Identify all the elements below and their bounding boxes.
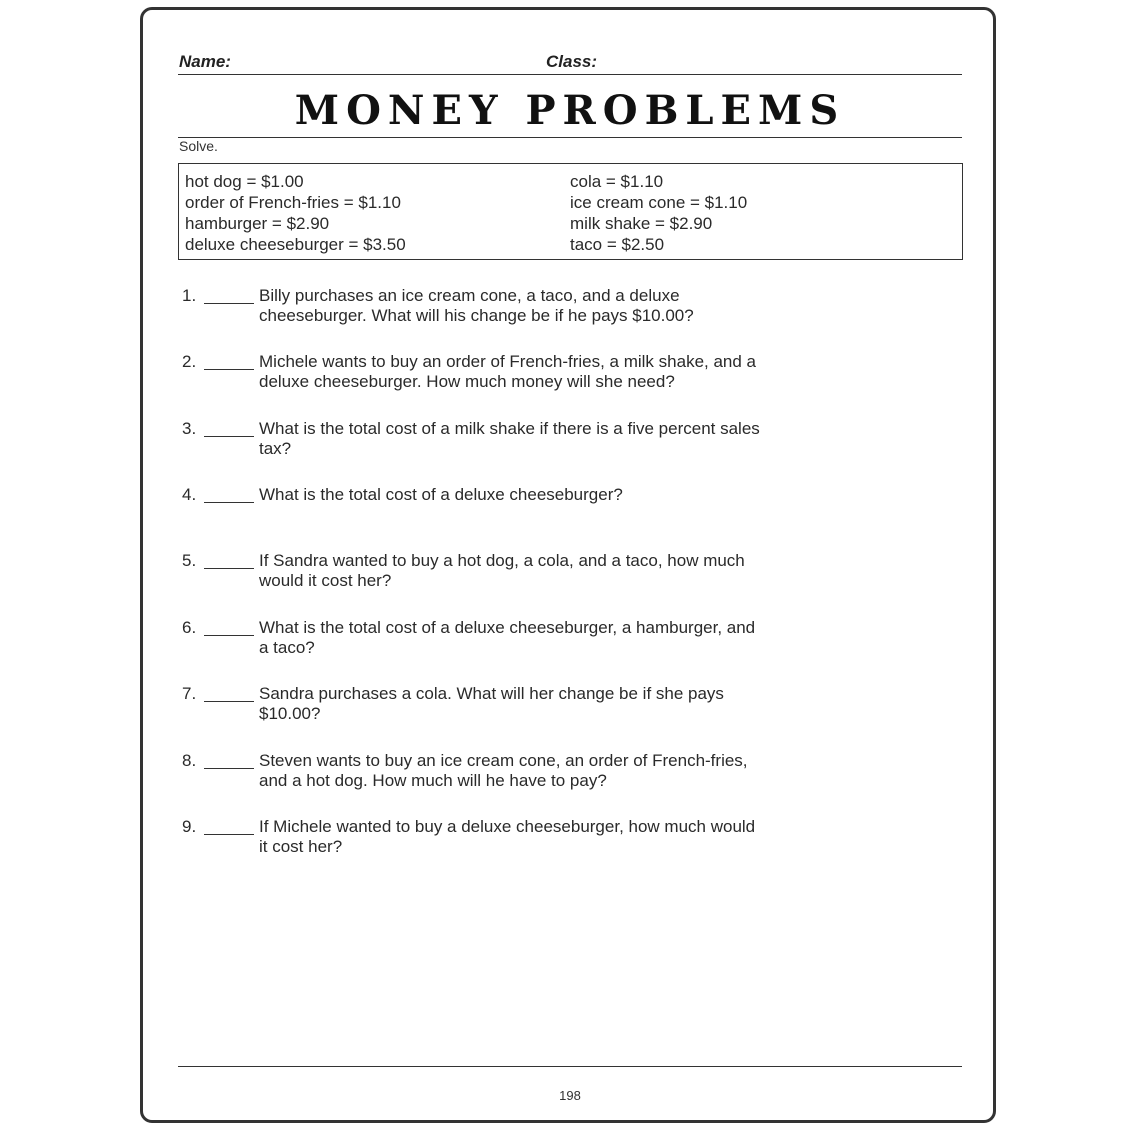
price-item: hot dog = $1.00	[185, 172, 304, 191]
question-text	[259, 419, 784, 459]
question-line: Steven wants to buy an ice cream cone, an order of French-fries,	[259, 751, 748, 770]
question-line: If Sandra wanted to buy a hot dog, a cola, and a taco, how much	[259, 551, 745, 570]
question-number: 6.	[182, 618, 197, 637]
question-line: would it cost her?	[259, 571, 392, 590]
name-label: Name:	[179, 52, 231, 71]
question-number: 7.	[182, 684, 197, 703]
instruction-text: Solve.	[179, 138, 218, 154]
answer-blank[interactable]	[204, 551, 254, 569]
question-number: 3.	[182, 419, 197, 438]
question-line: it cost her?	[259, 837, 343, 856]
answer-blank[interactable]	[204, 817, 254, 835]
question-text	[259, 485, 784, 505]
question-line: and a hot dog. How much will he have to pay?	[259, 771, 607, 790]
price-item: cola = $1.10	[570, 172, 664, 191]
class-label: Class:	[546, 52, 598, 71]
answer-blank[interactable]	[204, 751, 254, 769]
question-line: Sandra purchases a cola. What will her change be if she pays	[259, 684, 724, 703]
question-line: Michele wants to buy an order of French-fries, a milk shake, and a	[259, 352, 757, 371]
answer-blank[interactable]	[204, 419, 254, 437]
page-title: MONEY PROBLEMS	[294, 87, 846, 134]
question-line: deluxe cheeseburger. How much money will she need?	[259, 372, 675, 391]
question-line: cheeseburger. What will his change be if he pays $10.00?	[259, 306, 694, 325]
question-number: 1.	[182, 286, 197, 305]
question-text	[259, 751, 784, 791]
question-line: What is the total cost of a deluxe cheeseburger?	[259, 485, 623, 504]
question-number: 5.	[182, 551, 197, 570]
answer-blank[interactable]	[204, 352, 254, 370]
answer-blank[interactable]	[204, 618, 254, 636]
question-line: If Michele wanted to buy a deluxe cheeseburger, how much would	[259, 817, 756, 836]
question-line: Billy purchases an ice cream cone, a taco, and a deluxe	[259, 286, 680, 305]
price-item: ice cream cone = $1.10	[570, 193, 748, 212]
header-rule	[178, 74, 962, 75]
page-number: 198	[559, 1088, 581, 1103]
answer-blank[interactable]	[204, 485, 254, 503]
price-item: deluxe cheeseburger = $3.50	[185, 235, 406, 254]
question-number: 2.	[182, 352, 197, 371]
question-line: a taco?	[259, 638, 315, 657]
question-number: 4.	[182, 485, 197, 504]
question-text	[259, 618, 784, 658]
question-line: What is the total cost of a milk shake if there is a five percent sales	[259, 419, 760, 438]
question-text	[259, 684, 784, 724]
price-list-box	[178, 163, 963, 260]
title-rule	[178, 137, 962, 138]
question-line: tax?	[259, 439, 292, 458]
question-text	[259, 551, 784, 591]
price-item: order of French-fries = $1.10	[185, 193, 401, 212]
price-item: hamburger = $2.90	[185, 214, 330, 233]
answer-blank[interactable]	[204, 684, 254, 702]
question-text	[259, 817, 784, 857]
price-list-left	[185, 171, 406, 255]
footer-rule	[178, 1066, 962, 1067]
price-list-right	[570, 171, 747, 255]
question-line: What is the total cost of a deluxe cheeseburger, a hamburger, and	[259, 618, 756, 637]
price-item: taco = $2.50	[570, 235, 665, 254]
answer-blank[interactable]	[204, 286, 254, 304]
question-number: 8.	[182, 751, 197, 770]
question-text	[259, 352, 784, 392]
question-text	[259, 286, 784, 326]
question-line: $10.00?	[259, 704, 321, 723]
question-number: 9.	[182, 817, 197, 836]
price-item: milk shake = $2.90	[570, 214, 713, 233]
